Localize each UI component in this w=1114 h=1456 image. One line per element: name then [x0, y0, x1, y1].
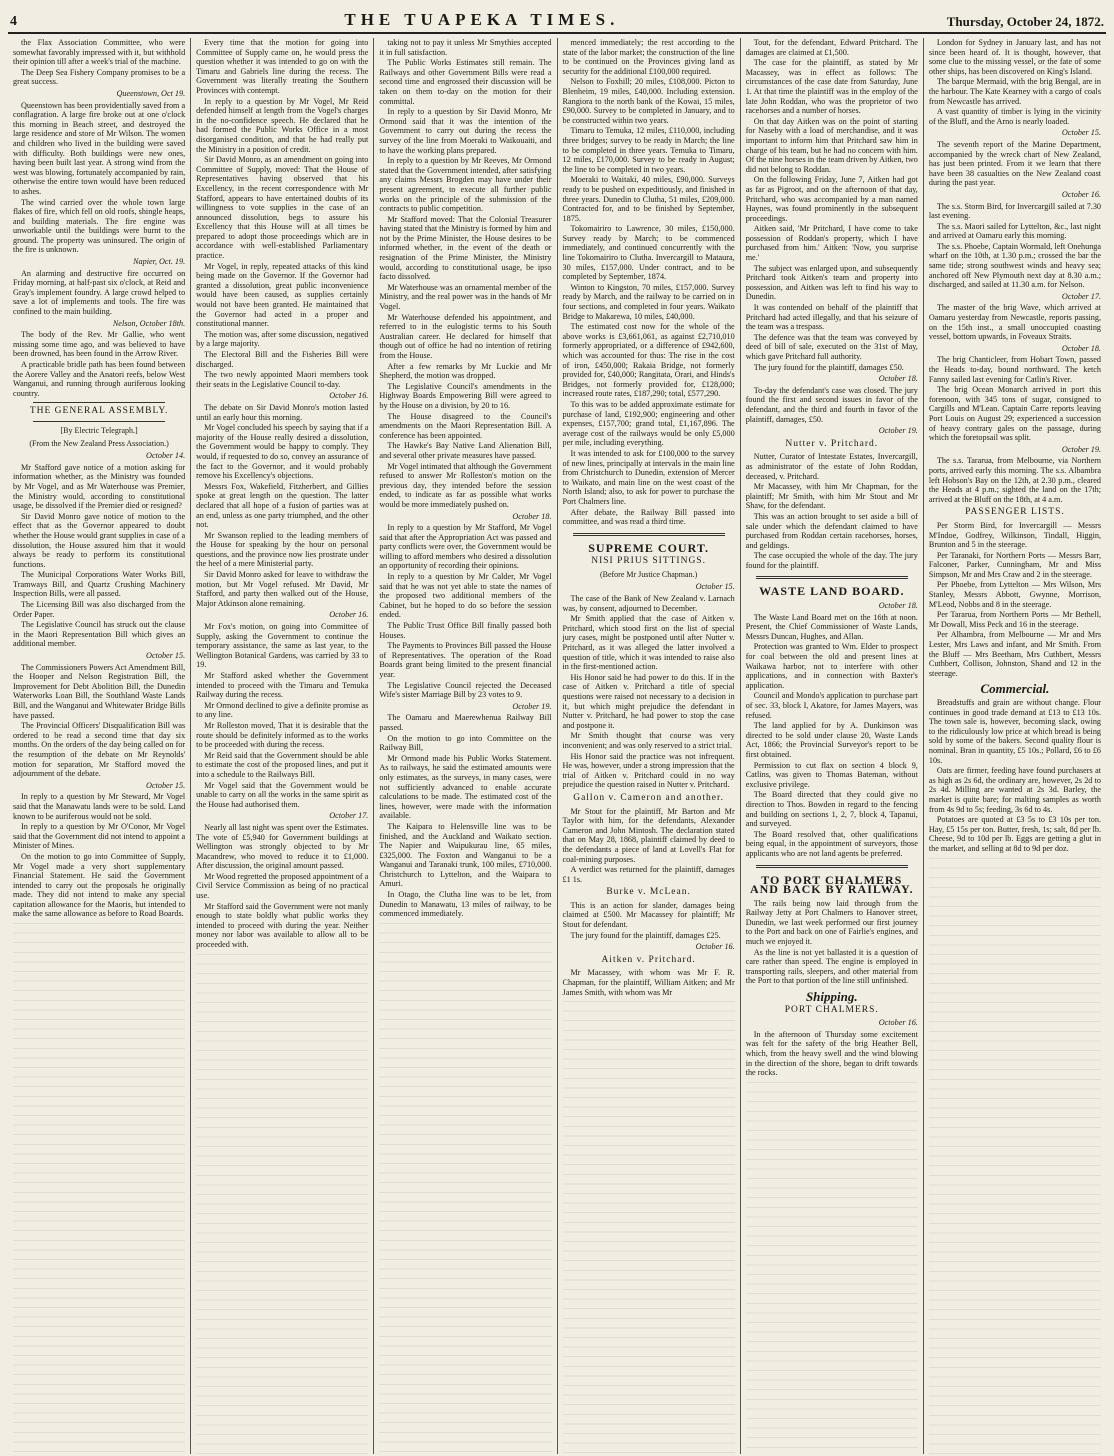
paragraph: Mr Smith thought that course was very inconvenient; and was only reserved to a strict trial.	[562, 731, 735, 750]
divider	[756, 865, 908, 868]
paragraph: In reply to a question by Mr Steward, Mr Vogel said that the Manawatu lands were to be sold. Land known to be auriferous would not be sold.	[13, 792, 186, 821]
paragraph: As the line is not yet ballasted it is a question of care rather than speed. The engine is employed in transporting rails, sleepers, and other material from the Port to that portion of the line still unfinished.	[745, 947, 918, 986]
paragraph: The House disagreed to the Council's amendments on the Maori Representation Bill. A conference has been appointed.	[379, 411, 552, 440]
column-3	[374, 38, 557, 1454]
paragraph: This is an action for slander, damages being claimed at £500. Mr Macassey for plaintiff; Mr Stout for defendant.	[562, 900, 735, 930]
dateline: October 18.	[878, 374, 918, 384]
paragraph: In reply to a question by Mr Calder, Mr Vogel said that he was not yet able to state the names of the proposed two additional members of the Cabinet, but he hoped to do so before the session ended.	[379, 572, 552, 620]
section-heading-commercial: Commercial.	[980, 681, 1050, 697]
paragraph: The s.s. Phoebe, Captain Wormald, left Onehunga wharf on the 10th, at 1.30 p.m.; crossed the bar the same tide; strong southwest winds and heavy sea; anchored off New Plymouth next day at 8.30 a.m.; discharged, and sailed at 11.30 a.m. for Nelson.	[928, 241, 1102, 290]
divider	[573, 533, 725, 536]
dateline: October 18.	[878, 601, 918, 611]
paragraph: After a few remarks by Mr Luckie and Mr Shepherd, the motion was dropped.	[379, 361, 552, 381]
paragraph: Nearly all last night was spent over the Estimates. The vote of £5,940 for Government buildings at Wellington was strongly objected to by Mr Macandrew, who moved to reduce it to £1,000. After discussion, the original amount passed.	[196, 822, 369, 871]
paragraph: London for Sydney in January last, and has not since been heard of. It is thought, however, that some clue to the missing vessel, or the fate of some other ships, has been discovered on King's Island.	[928, 38, 1102, 76]
paragraph: Mr Wood regretted the proposed appointment of a Civil Service Commission as being of no practical use.	[196, 871, 369, 901]
paragraph: Tokomairiro to Lawrence, 30 miles, £150,000. Survey ready by March; to be commenced immediately, and continued concurrently with the line Tokomairiro to Clutha. Invercargill to Mataura, 30 miles, £157,000. Under contract, and to be completed by September, 1874.	[562, 224, 735, 282]
paragraph: His Honor said the practice was not infrequent. He was, however, under a strong impression that the trial of Aitken v. Pritchard could in no way prejudice the question raised in Nutter v. Pritchard.	[562, 751, 735, 790]
paragraph: His Honor said he had power to do this. If in the case of Aitken v. Pritchard a title of special questions were raised not necessary to a decision in it, but which might prejudice the defendant in Nutter v. Pritchard, he had power to stop the case and postpone it.	[562, 672, 735, 730]
paragraph: The Licensing Bill was also discharged from the Order Paper.	[13, 600, 186, 619]
subheading-port-chalmers: PORT CHALMERS.	[784, 1004, 879, 1015]
paragraph: Per Tararua, from Northern Ports — Mr Bethell, Mr Dowall, Miss Peck and 16 in the steerage.	[928, 610, 1102, 629]
paragraph: Mr Smith applied that the case of Aitken v. Pritchard, which stood first on the list of special jury cases, might be postponed until after Nutter v. Pritchard, as it was alleged the latter involved a question of title, which it was intended to raise also in the first-mentioned action.	[562, 614, 735, 672]
dateline: October 15.	[1061, 128, 1102, 138]
dateline: Nelson, October 18th.	[112, 318, 186, 328]
paragraph: The s.s. Tararua, from Melbourne, via Northern ports, arrived early this morning. The s.s. Albambra left Hobson's Bay on the 12th, at 2.30 p.m., cleared the Heads at 4 p.m.; sighted the land on the 17th; arrived at the Bluff on the 18th, at 4 a.m.	[928, 456, 1102, 504]
paragraph: It was intended to ask for £100,000 to the survey of new lines, principally at intervals in the main line from Christchurch to Dunedin, extension of Mercer to Waikato, and main line on the west coast of the North Island; also, to ask for power to purchase the Port Chalmers line.	[562, 448, 735, 506]
paragraph: The Public Works Estimates still remain. The Railways and other Government Bills were read a second time and engrossed their discussion will be taken on them to-day on the motion for their committal.	[379, 58, 552, 106]
section-heading-general-assembly: THE GENERAL ASSEMBLY.	[29, 406, 169, 417]
paragraph: A practicable bridle path has been found between the Aorere Valley and the Anatori reefs, below West Wanganui, and running through auriferous looking country.	[13, 360, 186, 398]
paragraph: The jury found for the plaintiff, damages £25.	[570, 930, 721, 940]
paragraph: Mr Waterhouse defended his appointment, and referred to in the eulogistic terms to his South Australian career. He declared for himself that though out of office he had no intention of retiring from the House.	[379, 312, 552, 360]
paragraph: the Flax Association Committee, who were somewhat favorably impressed with it, but withhold their opinion till after a week's trial of the machine.	[13, 38, 186, 67]
paragraph: The Public Trust Office Bill finally passed both Houses.	[379, 621, 552, 640]
paragraph: The case of the Bank of New Zealand v. Larnach was, by consent, adjourned to December.	[562, 594, 735, 613]
paragraph: Per Storm Bird, for Invercargill — Messrs M'Indoe, Godfrey, Wilkinson, Tindall, Higgin, Brunton and 5 in the steerage.	[928, 520, 1102, 550]
dateline: October 18.	[1061, 343, 1102, 353]
paragraph: Oats are firmer, feeding have found purchasers at as high as 2s 6d, the ordinary are, however, 2s 2d to 2s 4d. Milling are wanted at 2s 3d. Barley, the market is quite bare; for malting samples as worth from 4s 9d to 5s; feeding, 3s 6d to 4s.	[928, 766, 1102, 814]
paragraph: Per Taranaki, for Northern Ports — Messrs Barr, Falconer, Parker, Cunningham, Mr and Miss Simpson, Mr and Mrs Craw and 2 in the steerage.	[928, 550, 1102, 579]
paragraph: Messrs Fox, Wakefield, Fitzherbert, and Gillies spoke at great length on the question. The latter declared that all hope of a fusion of parties was at an end, unless as one party triumphed, and the other not.	[196, 481, 369, 530]
section-heading-supreme-court: SUPREME COURT.	[588, 540, 709, 555]
court-before-line: (Before Mr Justice Chapman.)	[599, 569, 698, 579]
paragraph: The Board resolved that, other qualifications being equal, in the appointment of surveyors, those applicants who are not land agents be preferred.	[745, 829, 918, 858]
paragraph: Mr Waterhouse was an ornamental member of the Ministry, and the real power was in the hands of Mr Vogel.	[379, 282, 552, 312]
paragraph: Mr Stafford gave notice of a motion asking for information whether, as the Ministry was founded by Mr Vogel, and as Mr Waterhouse was Premier, the Ministry would, according to constitutional usage, be dissolved if the Premier died or resigned?	[13, 462, 186, 511]
issue-date: Thursday, October 24, 1872.	[946, 14, 1104, 29]
case-title: Nutter v. Pritchard.	[785, 438, 879, 449]
paragraph: In reply to a question by Mr O'Conor, Mr Vogel said that the Government did not intend to appoint a Minister of Mines.	[13, 822, 186, 851]
paragraph: The rails being now laid through from the Railway Jetty at Port Chalmers to Hanover street, Dunedin, we last week performed our first journey to the Port and back on one of Fairlie's engines, and much we enjoyed it.	[745, 898, 918, 947]
paragraph: The seventh report of the Marine Department, accompanied by the wreck chart of New Zealand, has just been printed. From it we learn that there have been 38 casualties on the New Zealand coast during the past year.	[928, 139, 1102, 188]
case-title: Burke v. McLean.	[606, 887, 691, 898]
paragraph: The Deep Sea Fishery Company promises to be a great success.	[13, 67, 186, 87]
page-number: 4	[10, 14, 17, 29]
paragraph: Mr Stout for the plaintiff, Mr Barton and Mr Taylor with him, for the defendants, Alexander Cameron and John Mintosh. The declaration stated that on May 28, 1868, plaintiff claimed by deed to the defendants a piece of land at Lovell's Flat for coal-mining purposes.	[562, 806, 735, 864]
paragraph: The Payments to Provinces Bill passed the House of Representatives. The operation of the Road Boards grant being limited to the present financial year.	[379, 641, 552, 679]
paragraph: Every time that the motion for going into Committee of Supply came on, he would press the question whether it was intended to go on with the Timaru and Gabriels line during the recess. The Government was literally treating the Southern Provinces with contempt.	[196, 38, 369, 95]
paragraph: The master of the brig Wave, which arrived at Oamaru yesterday from Newcastle, reports passing, on the 15th inst., a small unoccupied coasting vessel, bottom upwards, in Foveaux Straits.	[928, 303, 1102, 342]
paragraph: The Legislative Council rejected the Deceased Wife's sister Marriage Bill by 23 votes to 9.	[379, 680, 552, 700]
masthead	[8, 4, 1106, 34]
column-5	[741, 38, 924, 1454]
paragraph: The Hawke's Bay Native Land Alienation Bill, and several other private measures have passed.	[379, 441, 552, 460]
continued-text-block	[563, 998, 735, 1454]
column-2	[191, 38, 374, 1454]
paragraph: Mr Ormond made his Public Works Statement. As to railways, he said the estimated amounts were only estimates, as the surveys, in many cases, were not sufficiently advanced to enable accurate calculations to be made. The estimated cost of the lines, however, were made with the information available.	[379, 753, 552, 821]
paragraph: In reply to a question by Mr Stafford, Mr Vogel said that after the Appropriation Act was passed and party conflicts were over, the Government would be willing to afford members who desired a dissolution an opportunity of recording their opinions.	[379, 523, 552, 571]
paragraph: Sir David Monro, as an amendment on going into Committee of Supply, moved: That the House of Representatives having observed that his Excellency, in the recent correspondence with Mr Stafford, appears to have entertained doubts of its willingness to vote supplies in the case of an announced dissolution, begs to assure his Excellency that this House will at all times be prepared to adopt those proceedings which are in accordance with well-established Parliamentary practice.	[196, 155, 369, 261]
paragraph: Mr Ormond declined to give a definite promise as to any line.	[196, 700, 369, 720]
paragraph: The case occupied the whole of the day. The jury found for the plaintiff.	[745, 551, 918, 570]
paragraph: Potatoes are quoted at £3 5s to £3 10s per ton. Hay, £5 15s per ton. Butter, fresh, 1s; salt, 8d per lb. Cheese, 9d to 10d per lb. Eggs are getting a glut in the market, and selling at 8d to 9d per doz.	[928, 815, 1102, 853]
dateline: October 16.	[878, 1018, 918, 1028]
dateline: Napier, Oct. 19.	[133, 257, 186, 267]
paragraph: The estimated cost now for the whole of the above works is £3,661,061, as against £2,710,010 formerly appropriated, or a difference of £942,600, which was accounted for thus: The rise in the cost of iron, £450,000; Rakaia Bridge, not formerly provided for, £40,000; Rangitata, Orari, and Hinds's Bridges, not formerly provided for, £128,000; increased route rates, £187,290; total, £577,290.	[562, 322, 735, 399]
byline: [By Electric Telegraph.]	[60, 425, 138, 435]
paragraph: Mr Vogel, in reply, repeated attacks of this kind being made on the Governor. If the Governor had granted a dissolution, great public inconvenience would have been caused, as supplies certainly would not have been granted. He maintained that the Governor had acted in a proper and constitutional manner.	[196, 261, 369, 329]
paragraph: The brig Chanticleer, from Hobart Town, passed the Heads to-day, bound northward. The ketch Fanny sailed last evening for Catlin's River.	[928, 355, 1102, 384]
paragraph: Council and Mondo's application to purchase part of sec. 33, block I, Akatore, for James Mayers, was refused.	[745, 691, 918, 720]
section-heading-shipping: Shipping.	[805, 989, 858, 1005]
paragraph: Mr Stafford asked whether the Government intended to proceed with the Timaru and Temuka Railway during the recess.	[196, 671, 369, 700]
newspaper-title: THE TUAPEKA TIMES.	[344, 10, 620, 29]
column-4	[558, 38, 741, 1454]
dateline: October 15.	[146, 651, 186, 661]
paragraph: The defence was that the team was conveyed by deed of bill of sale, executed on the 31st of May, which gave Pritchard full authority.	[745, 332, 918, 361]
paragraph: The brig Ocean Monarch arrived in port this forenoon, with 345 tons of sugar, consigned to Cargills and M'Lean. Captain Carre reports leaving Port Louis on August 29; experienced a succession of heavy contrary gales on the passage, during which the foretopsail was split.	[928, 385, 1102, 443]
paragraph: An alarming and destructive fire occurred on Friday morning, at half-past six o'clock, at Reid and Gray's implement foundry. A large crowd helped to save a lot of implements and tools. The fire was confined to the main building.	[13, 268, 186, 317]
dateline: October 16.	[329, 391, 369, 401]
paragraph: On the following Friday, June 7, Aitken had got as far as Pigroot, and on the afternoon of that day, Pritchard, who was accompanied by a man named Haynes, was found prominently in the subsequent proceedings.	[745, 175, 918, 223]
divider	[33, 421, 165, 422]
paragraph: Tout, for the defendant, Edward Pritchard. The damages are claimed at £1,500.	[745, 38, 918, 57]
paragraph: Mr Macassey, with whom was Mr F. R. Chapman, for the plaintiff, William Aitken; and Mr James Smith, with whom was Mr	[562, 968, 735, 997]
paragraph: The Commissioners Powers Act Amendment Bill, the Hooper and Nelson Registration Bill, the Improvement for Debt Abolition Bill, the Dunedin Waterworks Loan Bill, the Southland Waste Lands Bill, and the Wanganui and Whitewater Bridge Bills have passed.	[13, 662, 186, 720]
case-title: Aitken v. Pritchard.	[601, 954, 696, 965]
paragraph: The Waste Land Board met on the 16th at noon. Present, the Chief Commissioner of Waste Lands, Messrs Duncan, Hughes, and Allan.	[745, 612, 918, 641]
paragraph: In Otago, the Clutha line was to be let, from Dunedin to Manawatu, 13 miles of railway, to be commenced immediately.	[379, 890, 552, 919]
paragraph: The Board directed that they could give no direction to Thos. Bowden in regard to the fencing and building on sections 1, 2, 7, block 4, Tapanui, and surveyed.	[745, 790, 918, 829]
column-6	[924, 38, 1106, 1454]
paragraph: Mr Fox's motion, on going into Committee of Supply, asking the Government to continue the temporary assistance, the same as last year, to the Wellington Botanical Gardens, was carried by 33 to 19.	[196, 622, 369, 670]
paragraph: After debate, the Railway Bill passed into committee, and was read a third time.	[562, 507, 735, 527]
paragraph: The jury found for the plaintiff, damages £50.	[753, 362, 904, 372]
paragraph: This was an action brought to set aside a bill of sale under which the defendant claimed to have purchased from Roddan certain racehorses, horses, and geldings.	[745, 511, 918, 550]
dateline: Queenstown, Oct 19.	[116, 88, 186, 98]
paragraph: The case for the plaintiff, as stated by Mr Macassey, was in effect as follows: The circumstances of the case date from Saturday, June 1. At that time the plaintiff was in the employ of the late John Roddan, who was the proprietor of two racehorses and a number of horses.	[745, 58, 918, 116]
paragraph: The Electoral Bill and the Fisheries Bill were discharged.	[196, 350, 369, 369]
paragraph: On that day Aitken was on the point of starting for Naseby with a load of merchandise, and it was important to inform him that Pritchard saw him in charge of his team, but he had no concern with him. Of the nine horses in the team driven by Aitken, two did not belong to Roddan.	[745, 116, 918, 174]
paragraph: Nutter, Curator of Intestate Estates, Invercargill, as administrator of the estate of John Roddan, deceased, v. Pritchard.	[745, 452, 918, 481]
paragraph: Mr Vogel said that the Government would be unable to carry on all the works in the same spirit as the House had authorised them.	[196, 780, 369, 809]
paragraph: Protection was granted to Wm. Elder to prospect for coal between the old and present lines at Waikawa harbor, not to interfere with other applications, and in connection with Baxter's application.	[745, 642, 918, 690]
paragraph: Winton to Kingston, 70 miles, £157,000. Survey ready by March, and the railway to be carried on in four sections, and completed in four years. Waikato Bridge to Makarewa, 10 miles, £40,000.	[562, 282, 735, 321]
paragraph: The wind carried over the whole town large flakes of fire, which fell on old roofs, shingle heaps, and building materials. The fire engine was unworkable until the buildings were burnt to the ground. The property was uninsured. The origin of the fire is unknown.	[13, 197, 186, 255]
paragraph: Mr Macassey, with him Mr Chapman, for the plaintiff; Mr Smith, with him Mr Stout and Mr Shaw, for the defendant.	[745, 482, 918, 511]
dateline: October 16.	[329, 610, 369, 620]
subheading-passenger-lists: PASSENGER LISTS.	[965, 507, 1065, 518]
paragraph: Mr Stafford said the Government were not manly enough to state boldly what public works they intended to proceed with during the year. Neither money nor labor was available to allow all to be proceeded with.	[196, 901, 369, 950]
paragraph: The subject was enlarged upon, and subsequently Pritchard took Aitken's team and property into possession, and Aitken was left to find his way to Dunedin.	[745, 263, 918, 302]
divider	[33, 402, 165, 403]
paragraph: A verdict was returned for the plaintiff, damages £1 1s.	[562, 865, 735, 884]
paragraph: The Legislative Council's amendments in the Highway Boards Empowering Bill were agreed to by the House on a division, by 20 to 16.	[379, 381, 552, 410]
dateline: October 17.	[1061, 291, 1102, 301]
paragraph: In reply to a question by Mr Reeves, Mr Ormond stated that the Government intended, after satisfying any claims Messrs Brogden may have under their present agreement, to execute all further public works on the principle of the submission of the contracts to public competition.	[379, 156, 552, 214]
paragraph: menced immediately; the rest according to the state of the labor market; the construction of the line to be continued on the Provinces giving land as security for the additional £100,000 required.	[562, 38, 735, 76]
dateline: October 15.	[146, 780, 186, 790]
paragraph: Per Phoebe, from Lyttelton — Mrs Wilson, Mrs Stanley, Messrs Abbott, Gwynne, Morrison, M'Leod, Nobbs and 8 in the steerage.	[928, 580, 1102, 609]
dateline: October 18.	[512, 511, 552, 521]
column-container	[8, 38, 1106, 1454]
continued-text-block	[379, 920, 551, 1454]
dateline: October 19.	[512, 701, 552, 711]
paragraph: Moeraki to Waitaki, 40 miles, £90,000. Surveys ready to be pushed on expeditiously, and finished in three years. Dunedin to Clutha, 51 miles, £209,000. Contracted for, and to be finished by September, 1875.	[562, 175, 735, 223]
paragraph: Sir David Monro asked for leave to withdraw the motion, but Mr Vogel refused. Mr David, Mr Stafford, and party then walked out of the House, Major Atkinson alone remaining.	[196, 570, 369, 608]
paragraph: In reply to a question by Sir David Monro, Mr Ormond said that it was the intention of the Government to carry out during the recess the survey of the line from Moeraki to Waikouaiti, and to have the working plans prepared.	[379, 107, 552, 155]
paragraph: Per Alhambra, from Melbourne — Mr and Mrs Lester, Mrs Laws and infant, and Mr Smith. From the Bluff — Mrs Beetham, Mrs Cuthbert, Messrs Cuthbert, Collison, Johnston, Shand and 12 in the steerage.	[928, 630, 1102, 678]
dateline: October 15.	[695, 582, 735, 592]
paragraph: The Kaipara to Helensville line was to be finished, and the Auckland and Waikato section. The Napier and Waipukurau line, 65 miles, £325,000. The Foxton and Wanganui to be a Wanganui and Taranaki trunk, 100 miles, £710,000. Christchurch to Lyttelton, and the Waipara to Amuri.	[379, 821, 552, 889]
paragraph: To-day the defendant's case was closed. The jury found the first and second issues in favor of the defendant, and the third and fourth in favor of the plaintiff, damages, £50.	[745, 385, 918, 424]
paragraph: Aitken said, 'Mr Pritchard, I have come to take possession of Roddan's property, which I have purchased from him.' Aitken: 'Now, you surprise me.'	[745, 224, 918, 263]
dateline: October 19.	[1061, 444, 1102, 454]
paragraph: To this was to be added approximate estimate for purchase of land, £192,900; engineering and other expenses, £157,700; grand total, £1,167,896. The average cost of the railways would be only £5,000 per mile, including everything.	[562, 399, 735, 448]
dateline: October 14.	[146, 451, 186, 461]
paragraph: The debate on Sir David Monro's motion lasted until an early hour this morning.	[196, 402, 369, 422]
paragraph: In reply to a question by Mr Vogel, Mr Reid defended himself at length from the Vogel's charges in the no-confidence speech. He declared that he had formed the Public Works Office in a most disorganised condition, and that he had really put the Ministry in a position of credit.	[196, 96, 369, 154]
paragraph: Permission to cut flax on section 4 block 9, Catlins, was given to Thomas Bateman, without exclusive privilege.	[745, 760, 918, 789]
paragraph: The barque Mermaid, with the brig Bengal, are in the harbour. The Kate Kearney with a cargo of coals from Newcastle has arrived.	[928, 77, 1102, 106]
case-title: Gallon v. Cameron and another.	[573, 792, 724, 803]
paragraph: Nelson to Foxhill; 20 miles, £108,000. Picton to Blenheim, 19 miles, £40,000. Including extension. Rangiora to the north bank of the Kowai, 15 miles, £90,000. Survey to be completed in January, and to be constructed within two years.	[562, 77, 735, 125]
dateline: October 19.	[878, 426, 918, 436]
column-1	[8, 38, 191, 1454]
paragraph: On the motion to go into Committee on the Railway Bill,	[379, 733, 552, 753]
continued-text-block	[929, 855, 1101, 1455]
section-heading-waste-land-board: WASTE LAND BOARD.	[759, 584, 905, 599]
paragraph: The land applied for by A. Dunkinson was directed to be sold under clause 20, Waste Lands Act, 1866; the Provincial Surveyor's report to be first obtained.	[745, 721, 918, 759]
paragraph: The Municipal Corporations Water Works Bill, Tramways Bill, and Quartz Crushing Machinery Inspection Bills, were all passed.	[13, 570, 186, 599]
paragraph: Mr Vogel intimated that although the Government refused to answer Mr Rolleston's motion on the previous day, they intended before the session ended, to indicate as far as possible what works would be more immediately pushed on.	[379, 461, 552, 509]
paragraph: On the motion to go into Committee of Supply, Mr Vogel made a very short supplementary Financial Statement. He said the Government intended to carry out the proposals he originally made. They did not intend to make any special capitation allowance for the Maoris, but intended to make the same allowance as before to Road Boards.	[13, 851, 186, 919]
dateline: October 16.	[1061, 189, 1102, 199]
paragraph: Queenstown has been providentially saved from a conflagration. A large fire broke out at one o'clock this morning in Beach street, and destroyed the large residence and store of Mr Wilson. The women and children who lived in the building were saved with difficulty. Both buildings were new ones, having been built last year. A strong wind from the west was blowing, fortunately accompanied by rain, otherwise the entire town would have been reduced to ashes.	[13, 100, 186, 196]
paragraph: The motion was, after some discussion, negatived by a large majority.	[196, 329, 369, 349]
paragraph: A vast quantity of timber is lying in the vicinity of the Bluff, and the Arno is nearly loaded.	[928, 107, 1102, 126]
paragraph: Mr Vogel concluded his speech by saying that if a majority of the House really desired a dissolution, the Government would be happy to comply. They would, if requested to do so, convey an assurance of the fact to the Governor, and it would probably remove his Excellency's objections.	[196, 423, 369, 481]
dateline: October 17.	[329, 811, 369, 821]
source-line: (From the New Zealand Press Association.)	[29, 438, 169, 448]
paragraph: Mr Stafford moved: That the Colonial Treasurer having stated that the Ministry is formed by him and not by the Prime Minister, the House desires to be informed whether, in the event of the death or resignation of the Prime Minister, the Ministry would, according to constitutional usage, be ipso facto dissolved.	[379, 214, 552, 282]
paragraph: The body of the Rev. Mr Gallie, who went missing some time ago, and was believed to have been drowned, has been found in the Arrow River.	[13, 330, 186, 359]
paragraph: Mr Reid said that the Government should be able to estimate the cost of the proposed lines, and put it into a schedule to the Railways Bill.	[196, 750, 369, 779]
paragraph: The s.s. Maori sailed for Lyttelton, &c., last night and arrived at Oamaru early this morning.	[928, 221, 1102, 241]
paragraph: In the afternoon of Thursday some excitement was felt for the safety of the brig Heather Bell, which, from the heavy swell and the wind blowing in the direction of the shore, began to drift towards the rocks.	[745, 1029, 918, 1078]
continued-text-block	[196, 951, 368, 1454]
subheading-nisi-prius: NISI PRIUS SITTINGS.	[591, 556, 706, 567]
paragraph: Sir David Monro gave notice of motion to the effect that as the Governor appeared to doubt whether the House would grant supplies in case of a dissolution, the House assured him that it would always be ready to perform its constitutional functions.	[13, 511, 186, 569]
paragraph: taking not to pay it unless Mr Smythies accepted it in full satisfaction.	[379, 38, 552, 57]
paragraph: The Oamaru and Maerewhenua Railway Bill passed.	[379, 713, 552, 732]
dateline: October 16.	[695, 942, 735, 952]
paragraph: The s.s. Storm Bird, for Invercargill sailed at 7.30 last evening.	[928, 201, 1102, 221]
paragraph: The Legislative Council has struck out the clause in the Maori Representation Bill which gives an additional member.	[13, 620, 186, 649]
paragraph: The Provincial Officers' Disqualification Bill was ordered to be read a second time that day six months. On the orders of the day being called on for the resumption of the debate on Mr Reynolds' motion for separation, Mr Stafford moved the adjournment of the debate.	[13, 721, 186, 779]
paragraph: It was contended on behalf of the plaintiff that Pritchard had acted illegally, and that his seizure of the team was a trespass.	[745, 303, 918, 332]
paragraph: Mr Swanson replied to the leading members of the House for speaking by the hour on personal questions, and the province now lies prostrate under the heel of a mere Ministerial party.	[196, 530, 369, 569]
continued-text-block	[13, 920, 185, 1454]
paragraph: Mr Rolleston moved, That it is desirable that the route should be definitely informed as to the works to be proceeded with during the recess.	[196, 720, 369, 750]
divider	[756, 576, 908, 579]
paragraph: Breadstuffs and grain are without change. Flour continues in good trade demand at £13 to £13 10s. The town sale is, however, becoming slack, owing to the ridiculously low price at which bread is being sold by some of the bakers. Second quality flour is nominal. Bran in quantity, £5 10s.; Pollard, £6 to £6 10s.	[928, 698, 1102, 765]
paragraph: Timaru to Temuka, 12 miles, £110,000, including three bridges; survey to be ready in March; the line to be completed in three years. Temuka to Timaru, 12 miles, £170,000. Survey to be ready in August; the line to be completed in two years.	[562, 126, 735, 174]
section-heading-port-chalmers-railway: TO PORT CHALMERS AND BACK BY RAILWAY.	[749, 872, 914, 897]
paragraph: The two newly appointed Maori members took their seats in the Legislative Council to-day.	[196, 370, 369, 389]
continued-text-block	[746, 1079, 918, 1454]
